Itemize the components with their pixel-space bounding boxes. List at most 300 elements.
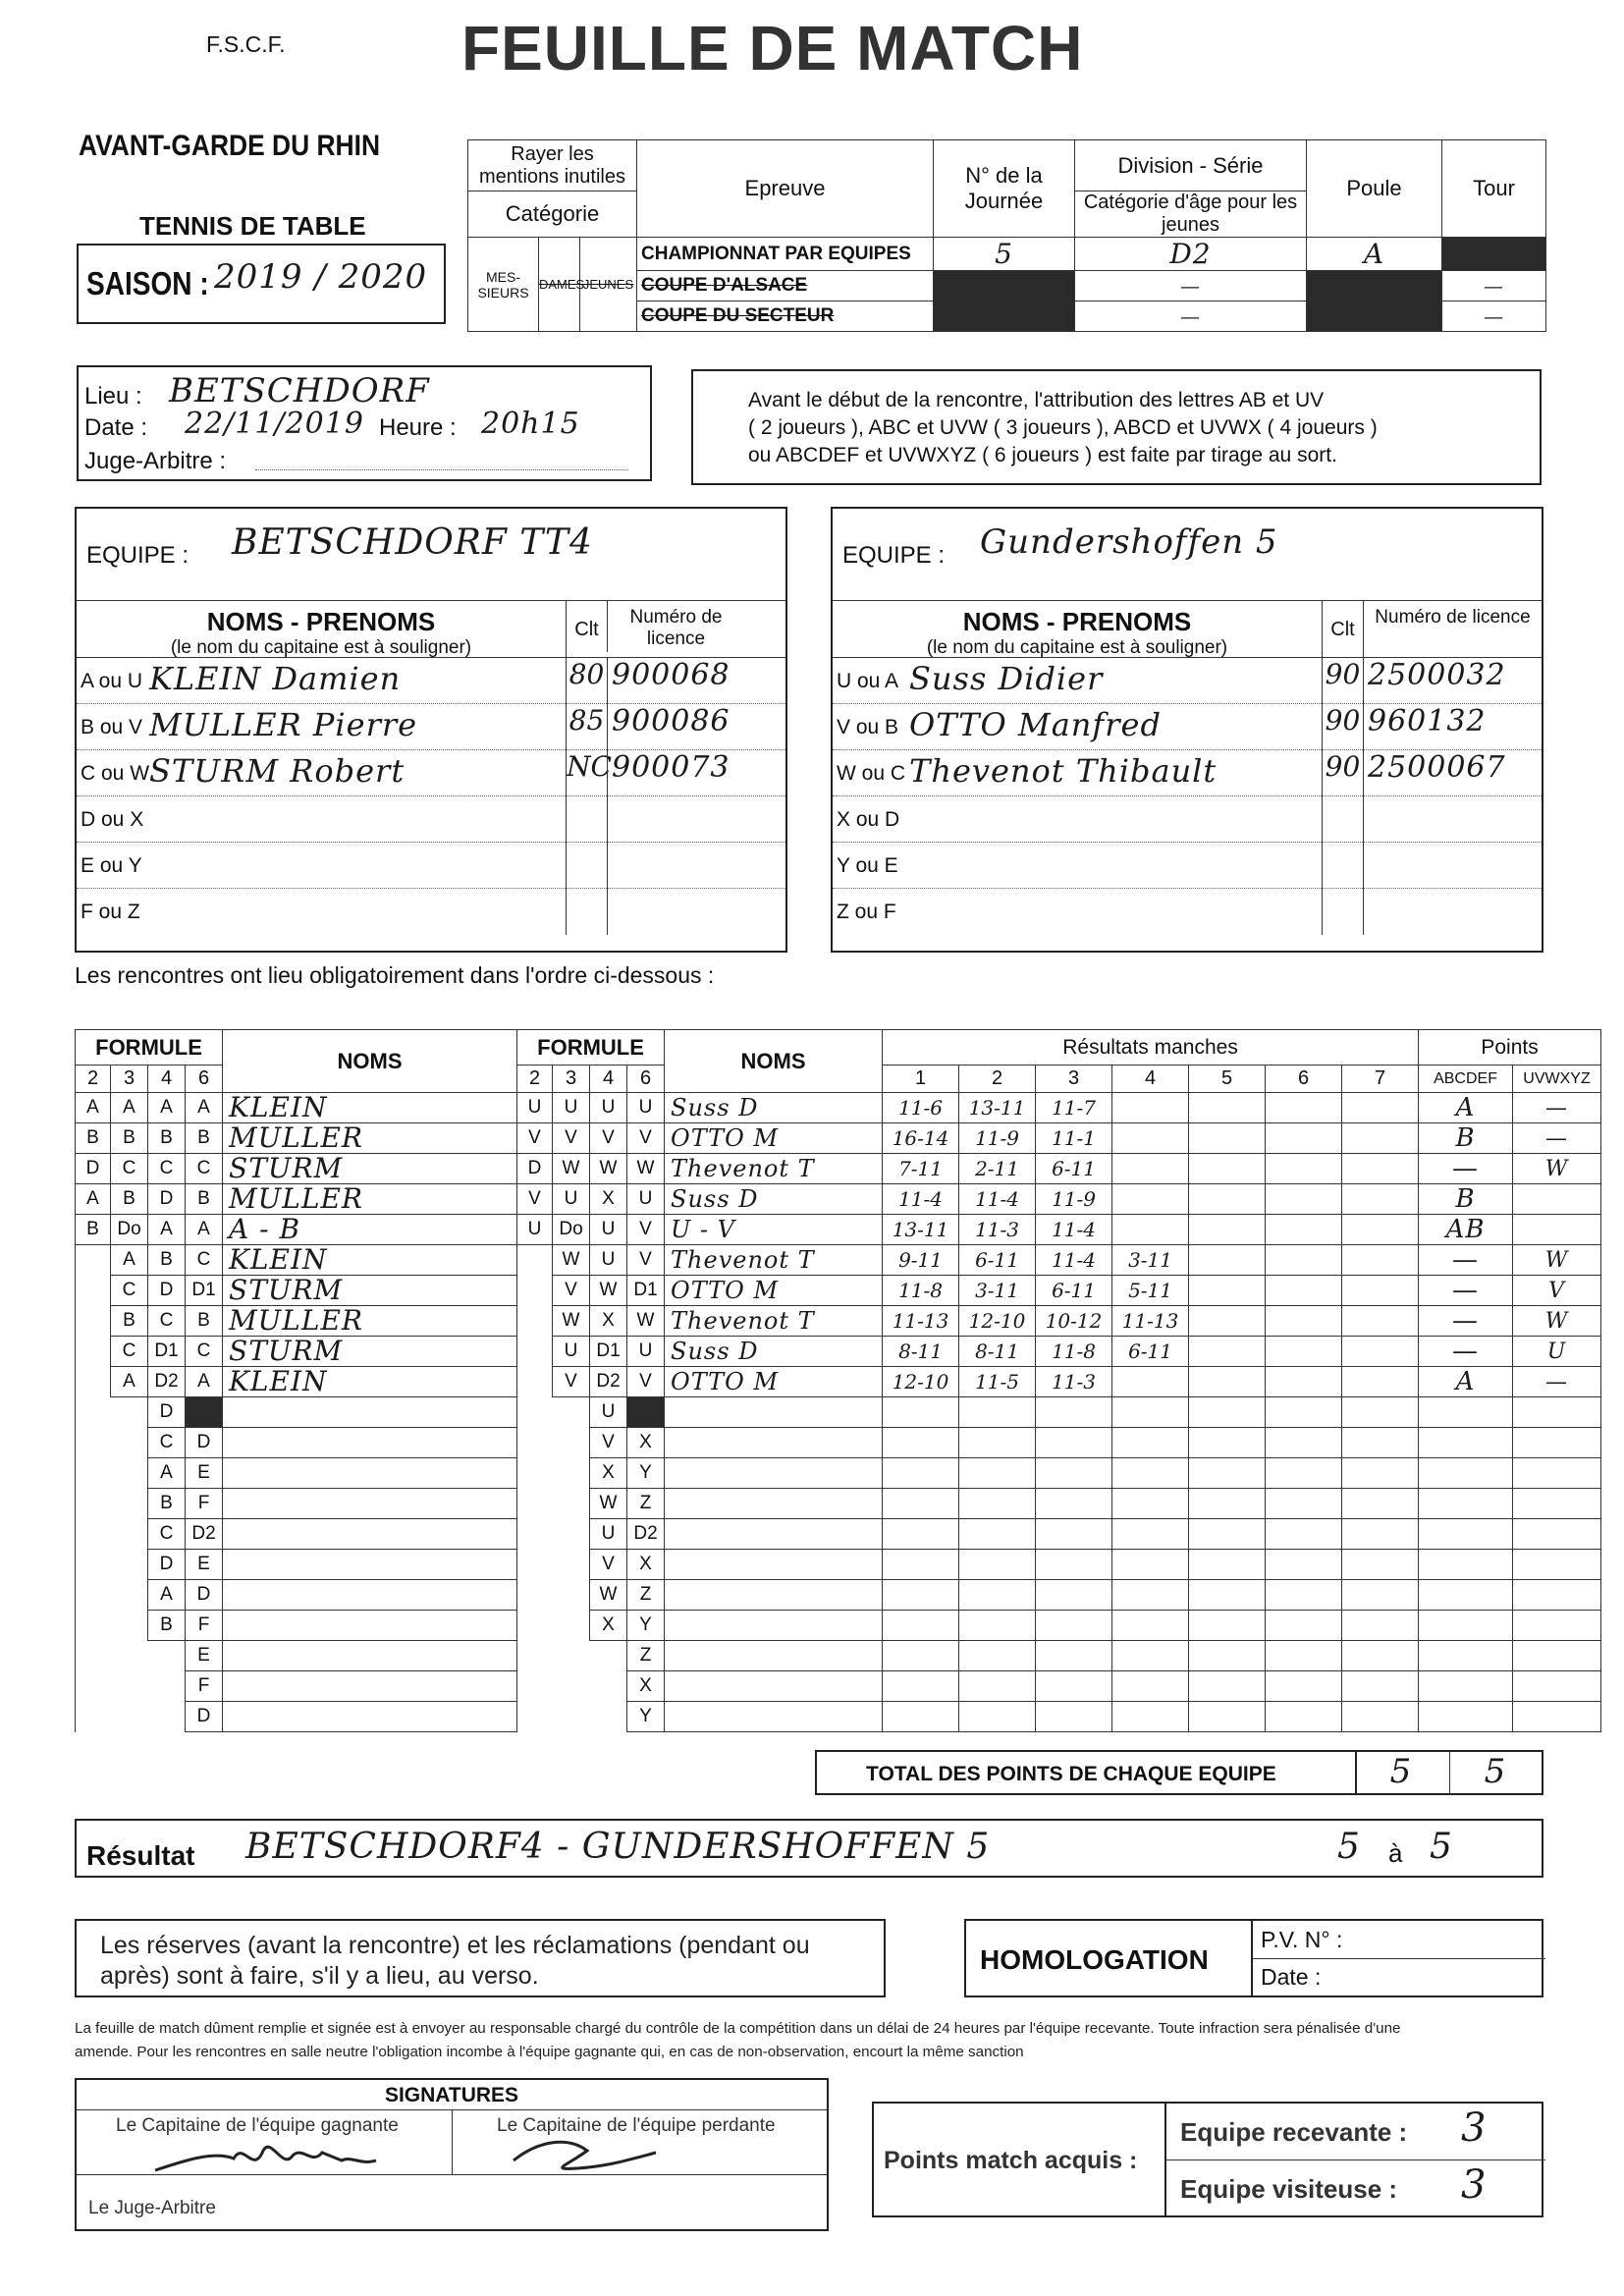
formule-right-cell: V (553, 1123, 590, 1154)
manche-score (1189, 1184, 1266, 1215)
total-left: 5 (1389, 1752, 1413, 1791)
result-score-left: 5 (1337, 1827, 1361, 1867)
formule-left-cell: A (76, 1093, 111, 1123)
manche-score (883, 1580, 959, 1611)
manche-score (1266, 1184, 1342, 1215)
manche-score (1036, 1671, 1112, 1702)
formule-left-cell: B (186, 1123, 223, 1154)
pv-label: P.V. N° : (1261, 1927, 1343, 1952)
formule-left-col: 3 (111, 1066, 148, 1093)
heure-value: 20h15 (481, 407, 580, 441)
match-row (76, 1245, 1601, 1276)
formule-left-cell: D1 (148, 1337, 186, 1367)
match-name-right: Suss D (665, 1184, 883, 1215)
points-left: AB (1419, 1215, 1513, 1245)
manche-score: 11-3 (1036, 1367, 1112, 1397)
manche-score (1189, 1367, 1266, 1397)
manche-score (1266, 1306, 1342, 1337)
match-name-left (223, 1611, 517, 1641)
match-name-right (665, 1671, 883, 1702)
points-right: V (1513, 1276, 1601, 1306)
match-name-left (223, 1580, 517, 1611)
match-name-left: KLEIN (223, 1367, 517, 1397)
formule-right-cell: D (517, 1154, 553, 1184)
formule-left-cell: A (111, 1245, 148, 1276)
manche-score (1342, 1184, 1419, 1215)
formule-right-cell (553, 1611, 590, 1641)
formule-left-cell (111, 1702, 148, 1732)
manche-score: 3-11 (959, 1276, 1036, 1306)
epreuve-championnat: CHAMPIONNAT PAR EQUIPES (637, 238, 934, 271)
lieu-value: BETSCHDORF (169, 371, 430, 410)
page-title: FEUILLE DE MATCH (461, 13, 1084, 83)
player-row (77, 889, 785, 935)
formule-left-col: 4 (148, 1066, 186, 1093)
points-left (1419, 1702, 1513, 1732)
match-name-left: MULLER (223, 1184, 517, 1215)
manche-score (883, 1611, 959, 1641)
manche-score (1342, 1550, 1419, 1580)
manche-score (1342, 1580, 1419, 1611)
manche-score (1112, 1428, 1189, 1458)
match-name-left (223, 1489, 517, 1519)
manche-score (959, 1611, 1036, 1641)
formule-right-cell: U (590, 1215, 627, 1245)
formule-right-cell: X (590, 1611, 627, 1641)
match-row (76, 1428, 1601, 1458)
manche-score (1112, 1093, 1189, 1123)
manche-score: 11-4 (1036, 1215, 1112, 1245)
player-clt (566, 796, 607, 843)
points-left (1419, 1519, 1513, 1550)
manche-score (1342, 1671, 1419, 1702)
formule-left-cell: B (148, 1611, 186, 1641)
formule-left-cell: C (186, 1245, 223, 1276)
manche-col: 3 (1036, 1066, 1112, 1093)
formule-right-cell: U (590, 1245, 627, 1276)
order-note: Les rencontres ont lieu obligatoirement dans l'ordre ci-dessous : (75, 962, 715, 988)
formule-right-cell: V (627, 1123, 665, 1154)
manche-score: 13-11 (959, 1093, 1036, 1123)
points-left (1419, 1397, 1513, 1428)
match-row (76, 1489, 1601, 1519)
manche-score (959, 1702, 1036, 1732)
player-row (833, 843, 1542, 889)
player-row (77, 704, 785, 750)
formule-right-cell: U (517, 1093, 553, 1123)
manche-score (959, 1397, 1036, 1428)
player-row (833, 704, 1542, 750)
player-row (833, 889, 1542, 935)
manche-score (1342, 1489, 1419, 1519)
manche-score (1266, 1611, 1342, 1641)
formule-left-cell (111, 1641, 148, 1671)
match-name-left: MULLER (223, 1306, 517, 1337)
reserves-box (75, 1919, 886, 1997)
formule-left-cell (76, 1428, 111, 1458)
formule-right-cell: Z (627, 1580, 665, 1611)
formule-right-cell: W (553, 1306, 590, 1337)
formule-left-cell: C (111, 1154, 148, 1184)
formule-right-cell: V (627, 1367, 665, 1397)
formule-right-cell (590, 1702, 627, 1732)
notice-line-2: ( 2 joueurs ), ABC et UVW ( 3 joueurs ), ABCD et UVWX ( 4 joueurs ) (748, 416, 1378, 439)
points-uvwxyz-col: UVWXYZ (1513, 1066, 1601, 1093)
player-clt (566, 889, 607, 935)
home-team-name: BETSCHDORF TT4 (232, 522, 593, 563)
player-name: MULLER Pierre (149, 706, 418, 743)
manche-score (1189, 1489, 1266, 1519)
homologation-label: HOMOLOGATION (980, 1944, 1209, 1975)
manche-score: 11-13 (1112, 1306, 1189, 1337)
away-points-label: Equipe visiteuse : (1180, 2174, 1398, 2204)
home-hdr-licence: Numéro de licence (607, 601, 744, 652)
result-teams: BETSCHDORF4 - GUNDERSHOFFEN 5 (245, 1827, 991, 1867)
formule-right-cell: W (553, 1154, 590, 1184)
formule-left-cell: B (111, 1184, 148, 1215)
manche-score (1189, 1671, 1266, 1702)
points-abcdef-col: ABCDEF (1419, 1066, 1513, 1093)
player-name: Thevenot Thibault (909, 752, 1218, 790)
formule-left-cell: F (186, 1671, 223, 1702)
formule-left-cell: C (148, 1306, 186, 1337)
match-row (76, 1397, 1601, 1428)
manche-score (1112, 1154, 1189, 1184)
player-licence: 960132 (1363, 704, 1542, 750)
manche-score: 16-14 (883, 1123, 959, 1154)
formule-right-cell (517, 1276, 553, 1306)
match-name-right (665, 1641, 883, 1671)
player-name: Suss Didier (909, 660, 1104, 697)
manche-score (1036, 1641, 1112, 1671)
player-slot: Z ou F (837, 901, 896, 923)
manche-score (1036, 1489, 1112, 1519)
match-name-right (665, 1489, 883, 1519)
formule-right-cell (553, 1580, 590, 1611)
formule-right-cell: V (517, 1184, 553, 1215)
match-name-left: MULLER (223, 1123, 517, 1154)
manche-score: 11-6 (883, 1093, 959, 1123)
points-right (1513, 1641, 1601, 1671)
player-slot: U ou A (837, 670, 899, 692)
formule-right-cell (517, 1337, 553, 1367)
player-row (77, 658, 785, 704)
points-right: — (1513, 1367, 1601, 1397)
manche-score (1189, 1154, 1266, 1184)
match-name-left: KLEIN (223, 1093, 517, 1123)
manche-score (1112, 1489, 1189, 1519)
signatures-box (75, 2078, 829, 2231)
formule-right-cell: V (590, 1428, 627, 1458)
formule-right-cell (517, 1245, 553, 1276)
formule-right-cell (553, 1428, 590, 1458)
formule-right-cell: W (627, 1154, 665, 1184)
formule-right-cell (517, 1641, 553, 1671)
formule-right-cell: D2 (590, 1367, 627, 1397)
manche-score (1112, 1367, 1189, 1397)
points-right: U (1513, 1337, 1601, 1367)
match-name-right: Suss D (665, 1337, 883, 1367)
formule-right-cell: W (590, 1580, 627, 1611)
manche-score (883, 1641, 959, 1671)
match-row (76, 1276, 1601, 1306)
formule-left-cell (76, 1306, 111, 1337)
formule-left-cell (111, 1458, 148, 1489)
manche-score: 11-3 (959, 1215, 1036, 1245)
manche-score (1342, 1397, 1419, 1428)
points-right (1513, 1671, 1601, 1702)
juge-label: Juge-Arbitre : (84, 448, 227, 474)
player-name: KLEIN Damien (149, 660, 402, 697)
formule-right-cell: Y (627, 1702, 665, 1732)
notice-line-1: Avant le début de la rencontre, l'attribution des lettres AB et UV (748, 389, 1325, 411)
formule-right-cell (553, 1489, 590, 1519)
formule-right-cell (553, 1702, 590, 1732)
match-name-left (223, 1458, 517, 1489)
cat-messieurs: MES-SIEURS (468, 238, 539, 332)
manche-score (1036, 1580, 1112, 1611)
manche-score (1112, 1550, 1189, 1580)
cat-jeunes: JEUNES (580, 238, 637, 332)
formule-left-cell: B (111, 1123, 148, 1154)
match-name-right (665, 1580, 883, 1611)
away-points-value: 3 (1461, 2162, 1488, 2208)
match-name-right: U - V (665, 1215, 883, 1245)
formule-left-cell (111, 1428, 148, 1458)
manche-score (1266, 1337, 1342, 1367)
match-name-right (665, 1550, 883, 1580)
formule-right-cell (517, 1702, 553, 1732)
org-name: F.S.C.F. (206, 31, 286, 57)
match-name-left (223, 1641, 517, 1671)
manche-score (1189, 1215, 1266, 1245)
hdr-tour: Tour (1442, 140, 1546, 238)
formule-left-cell: B (186, 1306, 223, 1337)
manche-score: 11-4 (1036, 1245, 1112, 1276)
total-row (815, 1750, 1543, 1795)
formule-left-cell (76, 1550, 111, 1580)
hdr-points: Points (1419, 1030, 1601, 1066)
manche-col: 4 (1112, 1066, 1189, 1093)
points-left (1419, 1611, 1513, 1641)
formule-left-cell: A (186, 1367, 223, 1397)
formule-left-cell (148, 1641, 186, 1671)
sig-loser-text: Le Capitaine de l'équipe perdante (497, 2115, 776, 2136)
formule-left-cell (186, 1397, 223, 1428)
manche-score (1266, 1702, 1342, 1732)
formule-left-cell: B (76, 1215, 111, 1245)
formule-right-cell: V (517, 1123, 553, 1154)
formule-right-cell: Y (627, 1458, 665, 1489)
formule-left-cell: D2 (148, 1367, 186, 1397)
formule-left-cell: D (148, 1184, 186, 1215)
homolog-date-label: Date : (1261, 1964, 1322, 1990)
match-name-left (223, 1702, 517, 1732)
manche-score (1266, 1215, 1342, 1245)
poule-dark (1307, 271, 1442, 332)
formule-left-cell (111, 1489, 148, 1519)
formule-left-cell (76, 1276, 111, 1306)
formule-right-cell: V (627, 1245, 665, 1276)
manche-score (1112, 1671, 1189, 1702)
match-row (76, 1519, 1601, 1550)
points-right (1513, 1215, 1601, 1245)
hdr-noms-right: NOMS (665, 1030, 883, 1093)
manche-score: 11-4 (959, 1184, 1036, 1215)
signature-loser (509, 2131, 666, 2180)
formule-right-cell (553, 1671, 590, 1702)
formule-left-cell: E (186, 1641, 223, 1671)
manche-score (1112, 1215, 1189, 1245)
manche-score (883, 1428, 959, 1458)
formule-left-cell: A (148, 1093, 186, 1123)
formule-left-cell: A (148, 1458, 186, 1489)
formule-right-cell (517, 1397, 553, 1428)
manche-score (883, 1702, 959, 1732)
formule-right-cell (553, 1550, 590, 1580)
manche-col: 1 (883, 1066, 959, 1093)
poule-value: A (1307, 238, 1442, 271)
journee-dark (934, 271, 1075, 332)
formule-right-cell (627, 1397, 665, 1428)
team-home (77, 509, 785, 951)
formule-left-cell (76, 1337, 111, 1367)
points-left: — (1419, 1154, 1513, 1184)
manche-score (959, 1428, 1036, 1458)
formule-left-cell (76, 1245, 111, 1276)
player-clt: 90 (1322, 704, 1363, 750)
formule-left-cell: B (148, 1245, 186, 1276)
player-licence (607, 889, 744, 935)
formule-right-cell (590, 1671, 627, 1702)
points-left (1419, 1580, 1513, 1611)
footnote-line-1: La feuille de match dûment remplie et signée est à envoyer au responsable chargé du contrôle de la compétition dans un délai de 24 heures par l'équipe recevante. Toute infraction sera pénalisée d'une (75, 2020, 1401, 2037)
manche-score (1266, 1458, 1342, 1489)
home-hdr-clt: Clt (566, 601, 607, 658)
formule-right-cell: Z (627, 1489, 665, 1519)
hdr-formule-left: FORMULE (76, 1030, 223, 1066)
manche-score (1189, 1276, 1266, 1306)
heure-label: Heure : (379, 414, 457, 441)
manche-score (1266, 1367, 1342, 1397)
manche-score (1266, 1580, 1342, 1611)
division-alsace: — (1075, 271, 1307, 301)
manche-score (1036, 1519, 1112, 1550)
points-right: — (1513, 1093, 1601, 1123)
manche-score (1342, 1123, 1419, 1154)
points-left (1419, 1458, 1513, 1489)
points-right (1513, 1580, 1601, 1611)
formule-right-cell: U (627, 1184, 665, 1215)
formule-left-cell: C (148, 1154, 186, 1184)
formule-left-cell (76, 1611, 111, 1641)
info-box (77, 365, 652, 481)
formule-left-cell: B (76, 1123, 111, 1154)
manche-score (1342, 1337, 1419, 1367)
manche-score: 11-13 (883, 1306, 959, 1337)
match-name-left (223, 1428, 517, 1458)
manche-score (1189, 1550, 1266, 1580)
formule-right-cell: U (553, 1337, 590, 1367)
total-right: 5 (1484, 1752, 1507, 1791)
formule-left-cell (76, 1489, 111, 1519)
player-clt (1322, 796, 1363, 843)
home-points-value: 3 (1461, 2105, 1488, 2151)
manche-score (959, 1519, 1036, 1550)
points-left: B (1419, 1184, 1513, 1215)
total-label: TOTAL DES POINTS DE CHAQUE EQUIPE (866, 1763, 1276, 1785)
formule-left-cell (111, 1580, 148, 1611)
player-licence (607, 843, 744, 889)
points-right: W (1513, 1306, 1601, 1337)
formule-left-cell (111, 1671, 148, 1702)
formule-left-cell: B (111, 1306, 148, 1337)
manche-score (1036, 1397, 1112, 1428)
points-right (1513, 1489, 1601, 1519)
manche-score (1112, 1123, 1189, 1154)
player-row (77, 843, 785, 889)
formule-right-cell: V (553, 1276, 590, 1306)
club-name: AVANT-GARDE DU RHIN (79, 130, 381, 162)
formule-left-cell: D (148, 1276, 186, 1306)
points-right (1513, 1550, 1601, 1580)
manche-score (1266, 1519, 1342, 1550)
formule-right-cell: X (627, 1550, 665, 1580)
manche-score (883, 1489, 959, 1519)
formule-left-cell (76, 1671, 111, 1702)
formule-right-cell: X (590, 1458, 627, 1489)
homologation-box (964, 1919, 1543, 1997)
formule-right-cell (553, 1397, 590, 1428)
formule-right-cell (517, 1489, 553, 1519)
manche-col: 2 (959, 1066, 1036, 1093)
points-left: A (1419, 1367, 1513, 1397)
manche-col: 5 (1189, 1066, 1266, 1093)
hdr-epreuve: Epreuve (637, 140, 934, 238)
formule-right-cell: U (627, 1093, 665, 1123)
formule-left-cell: E (186, 1550, 223, 1580)
team-away (833, 509, 1542, 951)
player-row (833, 796, 1542, 843)
manche-score (1342, 1519, 1419, 1550)
formule-left-cell: A (186, 1093, 223, 1123)
player-slot: F ou Z (81, 901, 140, 923)
formule-left-cell (76, 1367, 111, 1397)
manche-score (1189, 1123, 1266, 1154)
result-score-right: 5 (1430, 1827, 1453, 1867)
match-name-right (665, 1428, 883, 1458)
player-licence: 900086 (607, 704, 744, 750)
manche-score (1266, 1093, 1342, 1123)
player-clt (1322, 889, 1363, 935)
formule-right-cell: V (590, 1550, 627, 1580)
results-table (75, 1029, 1601, 1732)
match-row (76, 1550, 1601, 1580)
division-secteur: — (1075, 301, 1307, 332)
tour-dark (1442, 238, 1546, 271)
match-name-right: OTTO M (665, 1367, 883, 1397)
sig-winner-text: Le Capitaine de l'équipe gagnante (116, 2115, 399, 2136)
points-match-label: Points match acquis : (884, 2147, 1138, 2174)
formule-right-cell (517, 1611, 553, 1641)
formule-right-cell (517, 1306, 553, 1337)
manche-score (883, 1458, 959, 1489)
formule-right-cell: D2 (627, 1519, 665, 1550)
sig-juge-label: Le Juge-Arbitre (88, 2198, 216, 2218)
manche-score (1266, 1550, 1342, 1580)
formule-left-cell: B (186, 1184, 223, 1215)
manche-score (1189, 1458, 1266, 1489)
